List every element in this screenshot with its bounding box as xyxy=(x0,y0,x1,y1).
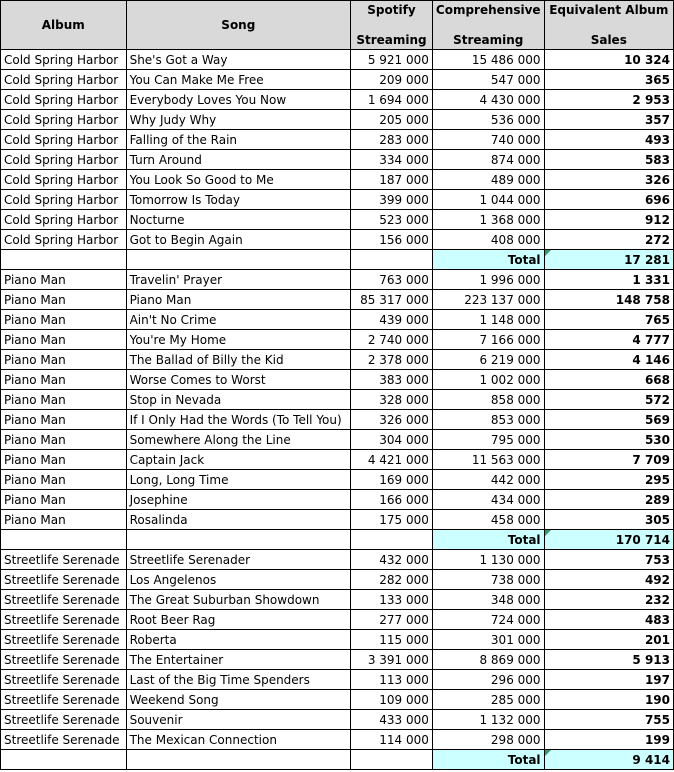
song-cell: Weekend Song xyxy=(126,690,350,710)
album-cell: Cold Spring Harbor xyxy=(1,90,127,110)
comprehensive-streaming-cell: 11 563 000 xyxy=(432,450,544,470)
album-cell: Streetlife Serenade xyxy=(1,730,127,750)
spotify-streaming-cell: 156 000 xyxy=(351,230,433,250)
table-row xyxy=(1,370,674,390)
header-song: Song xyxy=(126,1,350,50)
equivalent-album-sales-cell: 530 xyxy=(544,430,673,450)
table-row xyxy=(1,70,674,90)
spotify-streaming-cell: 283 000 xyxy=(351,130,433,150)
table-row xyxy=(1,410,674,430)
total-row xyxy=(1,750,674,770)
equivalent-album-sales-cell: 357 xyxy=(544,110,673,130)
table-row xyxy=(1,510,674,530)
empty-cell xyxy=(351,530,433,550)
album-cell: Cold Spring Harbor xyxy=(1,170,127,190)
total-value xyxy=(544,530,673,550)
comprehensive-streaming-cell: 740 000 xyxy=(432,130,544,150)
comprehensive-streaming-cell: 547 000 xyxy=(432,70,544,90)
album-cell: Piano Man xyxy=(1,410,127,430)
comment-marker-icon xyxy=(545,530,551,536)
total-label xyxy=(432,250,544,270)
comprehensive-streaming-cell: 1 002 000 xyxy=(432,370,544,390)
table-row xyxy=(1,610,674,630)
equivalent-album-sales-cell: 148 758 xyxy=(544,290,673,310)
comprehensive-streaming-cell: 408 000 xyxy=(432,230,544,250)
table-row xyxy=(1,110,674,130)
total-label-text: Total xyxy=(507,252,541,267)
table-row xyxy=(1,430,674,450)
total-row xyxy=(1,250,674,270)
header-comp-bottom: Streaming xyxy=(432,25,544,50)
song-cell: If I Only Had the Words (To Tell You) xyxy=(126,410,350,430)
spotify-streaming-cell: 3 391 000 xyxy=(351,650,433,670)
table-row xyxy=(1,130,674,150)
album-cell: Streetlife Serenade xyxy=(1,550,127,570)
comprehensive-streaming-cell: 8 869 000 xyxy=(432,650,544,670)
comprehensive-streaming-cell: 442 000 xyxy=(432,470,544,490)
spotify-streaming-cell: 109 000 xyxy=(351,690,433,710)
total-value-text: 9 414 xyxy=(632,752,670,767)
table-body xyxy=(1,50,674,770)
spotify-streaming-cell: 282 000 xyxy=(351,570,433,590)
comprehensive-streaming-cell: 301 000 xyxy=(432,630,544,650)
album-cell: Piano Man xyxy=(1,470,127,490)
album-cell: Piano Man xyxy=(1,290,127,310)
comprehensive-streaming-cell: 1 148 000 xyxy=(432,310,544,330)
equivalent-album-sales-cell: 365 xyxy=(544,70,673,90)
comprehensive-streaming-cell: 738 000 xyxy=(432,570,544,590)
table-row xyxy=(1,330,674,350)
album-cell: Streetlife Serenade xyxy=(1,610,127,630)
spotify-streaming-cell: 523 000 xyxy=(351,210,433,230)
comprehensive-streaming-cell: 795 000 xyxy=(432,430,544,450)
equivalent-album-sales-cell: 755 xyxy=(544,710,673,730)
spotify-streaming-cell: 85 317 000 xyxy=(351,290,433,310)
equivalent-album-sales-cell: 492 xyxy=(544,570,673,590)
song-cell: The Mexican Connection xyxy=(126,730,350,750)
song-cell: Got to Begin Again xyxy=(126,230,350,250)
comprehensive-streaming-cell: 223 137 000 xyxy=(432,290,544,310)
empty-cell xyxy=(1,750,127,770)
song-cell: Tomorrow Is Today xyxy=(126,190,350,210)
spotify-streaming-cell: 187 000 xyxy=(351,170,433,190)
album-cell: Cold Spring Harbor xyxy=(1,130,127,150)
album-cell: Streetlife Serenade xyxy=(1,650,127,670)
table-row xyxy=(1,730,674,750)
table-row xyxy=(1,390,674,410)
song-cell: Captain Jack xyxy=(126,450,350,470)
equivalent-album-sales-cell: 668 xyxy=(544,370,673,390)
song-cell: Rosalinda xyxy=(126,510,350,530)
song-cell: You Can Make Me Free xyxy=(126,70,350,90)
equivalent-album-sales-cell: 289 xyxy=(544,490,673,510)
comprehensive-streaming-cell: 434 000 xyxy=(432,490,544,510)
album-cell: Cold Spring Harbor xyxy=(1,230,127,250)
spotify-streaming-cell: 304 000 xyxy=(351,430,433,450)
table-row xyxy=(1,170,674,190)
comprehensive-streaming-cell: 285 000 xyxy=(432,690,544,710)
comprehensive-streaming-cell: 858 000 xyxy=(432,390,544,410)
spotify-streaming-cell: 326 000 xyxy=(351,410,433,430)
equivalent-album-sales-cell: 696 xyxy=(544,190,673,210)
comprehensive-streaming-cell: 348 000 xyxy=(432,590,544,610)
album-cell: Streetlife Serenade xyxy=(1,690,127,710)
spotify-streaming-cell: 209 000 xyxy=(351,70,433,90)
comprehensive-streaming-cell: 853 000 xyxy=(432,410,544,430)
song-cell: Falling of the Rain xyxy=(126,130,350,150)
song-cell: Ain't No Crime xyxy=(126,310,350,330)
comprehensive-streaming-cell: 1 130 000 xyxy=(432,550,544,570)
song-cell: She's Got a Way xyxy=(126,50,350,70)
table-row xyxy=(1,550,674,570)
empty-cell xyxy=(126,530,350,550)
spotify-streaming-cell: 113 000 xyxy=(351,670,433,690)
album-cell: Piano Man xyxy=(1,450,127,470)
equivalent-album-sales-cell: 583 xyxy=(544,150,673,170)
spotify-streaming-cell: 439 000 xyxy=(351,310,433,330)
comprehensive-streaming-cell: 489 000 xyxy=(432,170,544,190)
album-cell: Cold Spring Harbor xyxy=(1,70,127,90)
album-cell: Streetlife Serenade xyxy=(1,570,127,590)
header-spotify-top: Spotify xyxy=(351,1,433,26)
header-eas-bottom: Sales xyxy=(544,25,673,50)
spotify-streaming-cell: 169 000 xyxy=(351,470,433,490)
spotify-streaming-cell: 399 000 xyxy=(351,190,433,210)
comprehensive-streaming-cell: 1 996 000 xyxy=(432,270,544,290)
total-value xyxy=(544,250,673,270)
total-value-text: 17 281 xyxy=(624,252,670,267)
empty-cell xyxy=(351,750,433,770)
song-cell: Somewhere Along the Line xyxy=(126,430,350,450)
table-row xyxy=(1,710,674,730)
empty-cell xyxy=(1,250,127,270)
album-cell: Piano Man xyxy=(1,390,127,410)
header-spotify-bottom: Streaming xyxy=(351,25,433,50)
album-cell: Piano Man xyxy=(1,490,127,510)
spotify-streaming-cell: 133 000 xyxy=(351,590,433,610)
album-cell: Cold Spring Harbor xyxy=(1,210,127,230)
empty-cell xyxy=(126,250,350,270)
equivalent-album-sales-cell: 753 xyxy=(544,550,673,570)
comprehensive-streaming-cell: 724 000 xyxy=(432,610,544,630)
equivalent-album-sales-cell: 190 xyxy=(544,690,673,710)
song-cell: You Look So Good to Me xyxy=(126,170,350,190)
spotify-streaming-cell: 334 000 xyxy=(351,150,433,170)
comment-marker-icon xyxy=(545,250,551,256)
album-cell: Piano Man xyxy=(1,510,127,530)
table-row xyxy=(1,670,674,690)
spotify-streaming-cell: 166 000 xyxy=(351,490,433,510)
equivalent-album-sales-cell: 305 xyxy=(544,510,673,530)
equivalent-album-sales-cell: 569 xyxy=(544,410,673,430)
song-cell: Stop in Nevada xyxy=(126,390,350,410)
equivalent-album-sales-cell: 10 324 xyxy=(544,50,673,70)
equivalent-album-sales-cell: 201 xyxy=(544,630,673,650)
song-cell: Worse Comes to Worst xyxy=(126,370,350,390)
comprehensive-streaming-cell: 15 486 000 xyxy=(432,50,544,70)
album-cell: Piano Man xyxy=(1,350,127,370)
equivalent-album-sales-cell: 765 xyxy=(544,310,673,330)
comprehensive-streaming-cell: 458 000 xyxy=(432,510,544,530)
song-cell: Piano Man xyxy=(126,290,350,310)
table-row xyxy=(1,310,674,330)
song-cell: Turn Around xyxy=(126,150,350,170)
spotify-streaming-cell: 5 921 000 xyxy=(351,50,433,70)
album-cell: Cold Spring Harbor xyxy=(1,110,127,130)
table-row xyxy=(1,490,674,510)
spotify-streaming-cell: 114 000 xyxy=(351,730,433,750)
table-row xyxy=(1,150,674,170)
table-row xyxy=(1,350,674,370)
equivalent-album-sales-cell: 1 331 xyxy=(544,270,673,290)
equivalent-album-sales-cell: 7 709 xyxy=(544,450,673,470)
comprehensive-streaming-cell: 6 219 000 xyxy=(432,350,544,370)
table-row xyxy=(1,50,674,70)
comprehensive-streaming-cell: 874 000 xyxy=(432,150,544,170)
song-cell: Nocturne xyxy=(126,210,350,230)
song-cell: The Entertainer xyxy=(126,650,350,670)
spotify-streaming-cell: 433 000 xyxy=(351,710,433,730)
total-label xyxy=(432,750,544,770)
album-cell: Piano Man xyxy=(1,270,127,290)
table-row xyxy=(1,270,674,290)
total-row xyxy=(1,530,674,550)
table-row xyxy=(1,690,674,710)
song-cell: Josephine xyxy=(126,490,350,510)
equivalent-album-sales-cell: 4 777 xyxy=(544,330,673,350)
spotify-streaming-cell: 383 000 xyxy=(351,370,433,390)
table-row xyxy=(1,650,674,670)
table-row xyxy=(1,230,674,250)
equivalent-album-sales-cell: 5 913 xyxy=(544,650,673,670)
song-cell: Everybody Loves You Now xyxy=(126,90,350,110)
album-cell: Piano Man xyxy=(1,430,127,450)
spotify-streaming-cell: 432 000 xyxy=(351,550,433,570)
table-row xyxy=(1,630,674,650)
equivalent-album-sales-cell: 493 xyxy=(544,130,673,150)
comprehensive-streaming-cell: 1 368 000 xyxy=(432,210,544,230)
empty-cell xyxy=(126,750,350,770)
song-cell: Long, Long Time xyxy=(126,470,350,490)
equivalent-album-sales-cell: 295 xyxy=(544,470,673,490)
spotify-streaming-cell: 115 000 xyxy=(351,630,433,650)
header-comp-top: Comprehensive xyxy=(432,1,544,26)
spotify-streaming-cell: 2 740 000 xyxy=(351,330,433,350)
comment-marker-icon xyxy=(545,750,551,756)
song-cell: Travelin' Prayer xyxy=(126,270,350,290)
album-cell: Streetlife Serenade xyxy=(1,630,127,650)
album-cell: Cold Spring Harbor xyxy=(1,190,127,210)
equivalent-album-sales-cell: 199 xyxy=(544,730,673,750)
comprehensive-streaming-cell: 296 000 xyxy=(432,670,544,690)
album-cell: Piano Man xyxy=(1,310,127,330)
album-cell: Piano Man xyxy=(1,370,127,390)
comprehensive-streaming-cell: 4 430 000 xyxy=(432,90,544,110)
spotify-streaming-cell: 175 000 xyxy=(351,510,433,530)
table-row xyxy=(1,570,674,590)
album-cell: Cold Spring Harbor xyxy=(1,150,127,170)
total-label-text: Total xyxy=(507,752,541,767)
table-row xyxy=(1,210,674,230)
header-eas-top: Equivalent Album xyxy=(544,1,673,26)
album-cell: Streetlife Serenade xyxy=(1,590,127,610)
song-cell: Root Beer Rag xyxy=(126,610,350,630)
header-album: Album xyxy=(1,1,127,50)
equivalent-album-sales-cell: 4 146 xyxy=(544,350,673,370)
empty-cell xyxy=(351,250,433,270)
song-cell: Souvenir xyxy=(126,710,350,730)
equivalent-album-sales-cell: 232 xyxy=(544,590,673,610)
total-label-text: Total xyxy=(507,532,541,547)
spotify-streaming-cell: 1 694 000 xyxy=(351,90,433,110)
table-row xyxy=(1,290,674,310)
table-row xyxy=(1,90,674,110)
album-cell: Streetlife Serenade xyxy=(1,710,127,730)
table-row xyxy=(1,470,674,490)
table-row xyxy=(1,190,674,210)
song-cell: Streetlife Serenader xyxy=(126,550,350,570)
empty-cell xyxy=(1,530,127,550)
comprehensive-streaming-cell: 298 000 xyxy=(432,730,544,750)
equivalent-album-sales-cell: 326 xyxy=(544,170,673,190)
song-cell: You're My Home xyxy=(126,330,350,350)
spotify-streaming-cell: 4 421 000 xyxy=(351,450,433,470)
total-value-text: 170 714 xyxy=(615,532,670,547)
album-cell: Piano Man xyxy=(1,330,127,350)
table-row xyxy=(1,450,674,470)
total-value xyxy=(544,750,673,770)
spotify-streaming-cell: 763 000 xyxy=(351,270,433,290)
spotify-streaming-cell: 205 000 xyxy=(351,110,433,130)
song-cell: Roberta xyxy=(126,630,350,650)
total-label xyxy=(432,530,544,550)
song-cell: The Great Suburban Showdown xyxy=(126,590,350,610)
album-cell: Cold Spring Harbor xyxy=(1,50,127,70)
comprehensive-streaming-cell: 1 132 000 xyxy=(432,710,544,730)
song-cell: Last of the Big Time Spenders xyxy=(126,670,350,690)
equivalent-album-sales-cell: 912 xyxy=(544,210,673,230)
comprehensive-streaming-cell: 7 166 000 xyxy=(432,330,544,350)
equivalent-album-sales-cell: 272 xyxy=(544,230,673,250)
equivalent-album-sales-cell: 572 xyxy=(544,390,673,410)
equivalent-album-sales-cell: 483 xyxy=(544,610,673,630)
song-cell: Why Judy Why xyxy=(126,110,350,130)
song-cell: Los Angelenos xyxy=(126,570,350,590)
album-cell: Streetlife Serenade xyxy=(1,670,127,690)
equivalent-album-sales-cell: 2 953 xyxy=(544,90,673,110)
comprehensive-streaming-cell: 536 000 xyxy=(432,110,544,130)
spotify-streaming-cell: 328 000 xyxy=(351,390,433,410)
table-row xyxy=(1,590,674,610)
spotify-streaming-cell: 2 378 000 xyxy=(351,350,433,370)
song-cell: The Ballad of Billy the Kid xyxy=(126,350,350,370)
equivalent-album-sales-cell: 197 xyxy=(544,670,673,690)
comprehensive-streaming-cell: 1 044 000 xyxy=(432,190,544,210)
spotify-streaming-cell: 277 000 xyxy=(351,610,433,630)
